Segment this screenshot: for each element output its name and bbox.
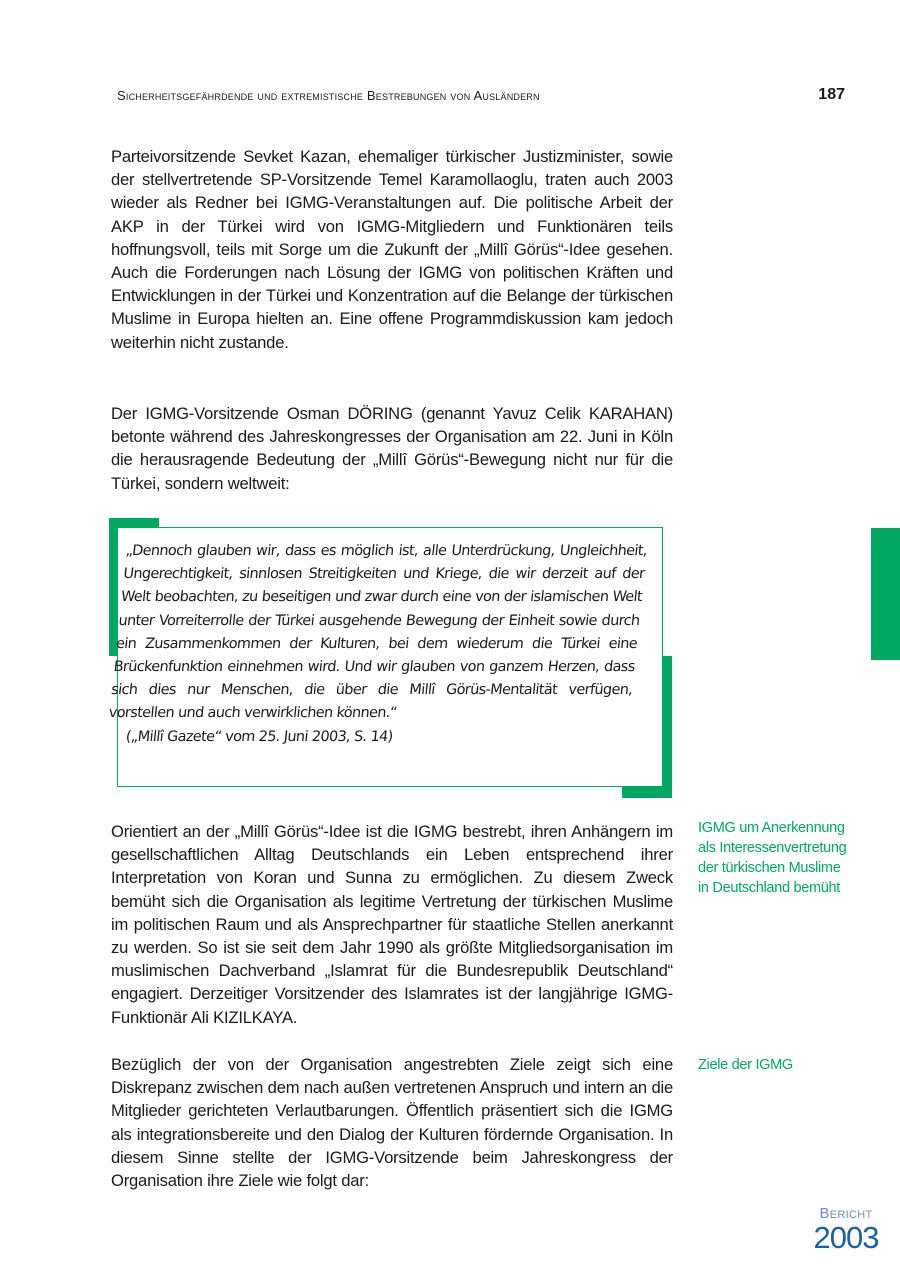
paragraph-1: Parteivorsitzende Sevket Kazan, ehemaliger türkischer Justizminister, sowie der stellvertretende SP-Vorsitzende Temel Karamollaoglu, traten auch 2003 wieder als Redner bei IGMG-Veranstaltungen auf. Die politische Arbeit der AKP in der Türkei wird von IGMG-Mitgliedern und Funktionären teils hoffnungsvoll, teils mit Sorge um die Zukunft der „Millî Görüs“-Idee gesehen. Auch die Forderungen nach Lösung der IGMG von politischen Kräften und Entwicklungen in der Türkei und Konzentration auf die Belange der türkischen Muslime in Europa hielten an. Eine offene Programmdiskussion kam jedoch weiterhin nicht zustande. <box>111 147 673 352</box>
quote-source: („Millî Gazete“ vom 25. Juni 2003, S. 14) <box>125 728 394 745</box>
quote-text: „Dennoch glauben wir, dass es möglich ist, alle Unterdrückung, Ungleichheit, Ungerechtigkeit, sinnlosen Streitigkeiten und Kriege, die wir derzeit auf der Welt beobachten, zu beseitigen und zwar durch eine von der islamischen Welt unter Vorreiterrolle der Türkei ausgehende Bewegung der Einheit sowie durch ein Zusammenkommen der Kulturen, bei dem wiederum die Türkei eine Brückenfunktion einnehmen wird. Und wir glauben von ganzem Herzen, dass sich dies nur Menschen, die über die Millî Görüs-Mentalität verfügen, vorstellen und auch verwirklichen können.“ <box>107 543 648 722</box>
page-number: 187 <box>818 86 845 103</box>
paragraph-3: Orientiert an der „Millî Görüs“-Idee ist die IGMG bestrebt, ihren Anhängern im gesellschaftlichen Alltag Deutschlands ein Leben entsprechend ihrer Interpretation von Koran und Sunna zu ermöglichen. Zu diesem Zweck bemüht sich die Organisation als legitime Vertretung der türkischen Muslime im politischen Raum und als Ansprechpartner für staatliche Stellen anerkannt zu werden. So ist sie seit dem Jahr 1990 als größte Mitgliedsorganisation im muslimischen Dachverband „Islamrat für die Bundesrepublik Deutschland“ engagiert. Derzeitiger Vorsitzender des Islamrates ist der langjährige IGMG-Funktionär Ali KIZILKAYA. <box>111 822 673 1027</box>
paragraph-4: Bezüglich der von der Organisation angestrebten Ziele zeigt sich eine Diskrepanz zwischen dem nach außen vertretenen Anspruch und intern an die Mitglieder gerichteten Verlautbarungen. Öffentlich präsentiert sich die IGMG als integrationsbereite und den Dialog der Kulturen fördernde Organisation. In diesem Sinne stellte der IGMG-Vorsitzende beim Jahreskongress der Organisation ihre Ziele wie folgt dar: <box>111 1055 673 1191</box>
margin-note-recognition: IGMG um Anerkennung als Interessenvertretung der türkischen Muslime in Deutschland bemüht <box>698 820 847 896</box>
logo-word: Bericht <box>819 1205 873 1222</box>
header-title: Sicherheitsgefährdende und extremistische Bestrebungen von Ausländern <box>117 88 540 103</box>
running-header <box>117 88 845 110</box>
bericht-logo <box>806 1206 886 1254</box>
quote-box <box>107 527 663 787</box>
paragraph-2: Der IGMG-Vorsitzende Osman DÖRING (genannt Yavuz Celik KARAHAN) betonte während des Jahreskongresses der Organisation am 22. Juni in Köln die herausragende Bedeutung der „Millî Görüs“-Bewegung nicht nur für die Türkei, sondern weltweit: <box>111 404 673 493</box>
margin-note-goals: Ziele der IGMG <box>698 1057 793 1073</box>
chapter-marker-bar <box>871 528 900 660</box>
logo-year: 2003 <box>813 1220 879 1255</box>
